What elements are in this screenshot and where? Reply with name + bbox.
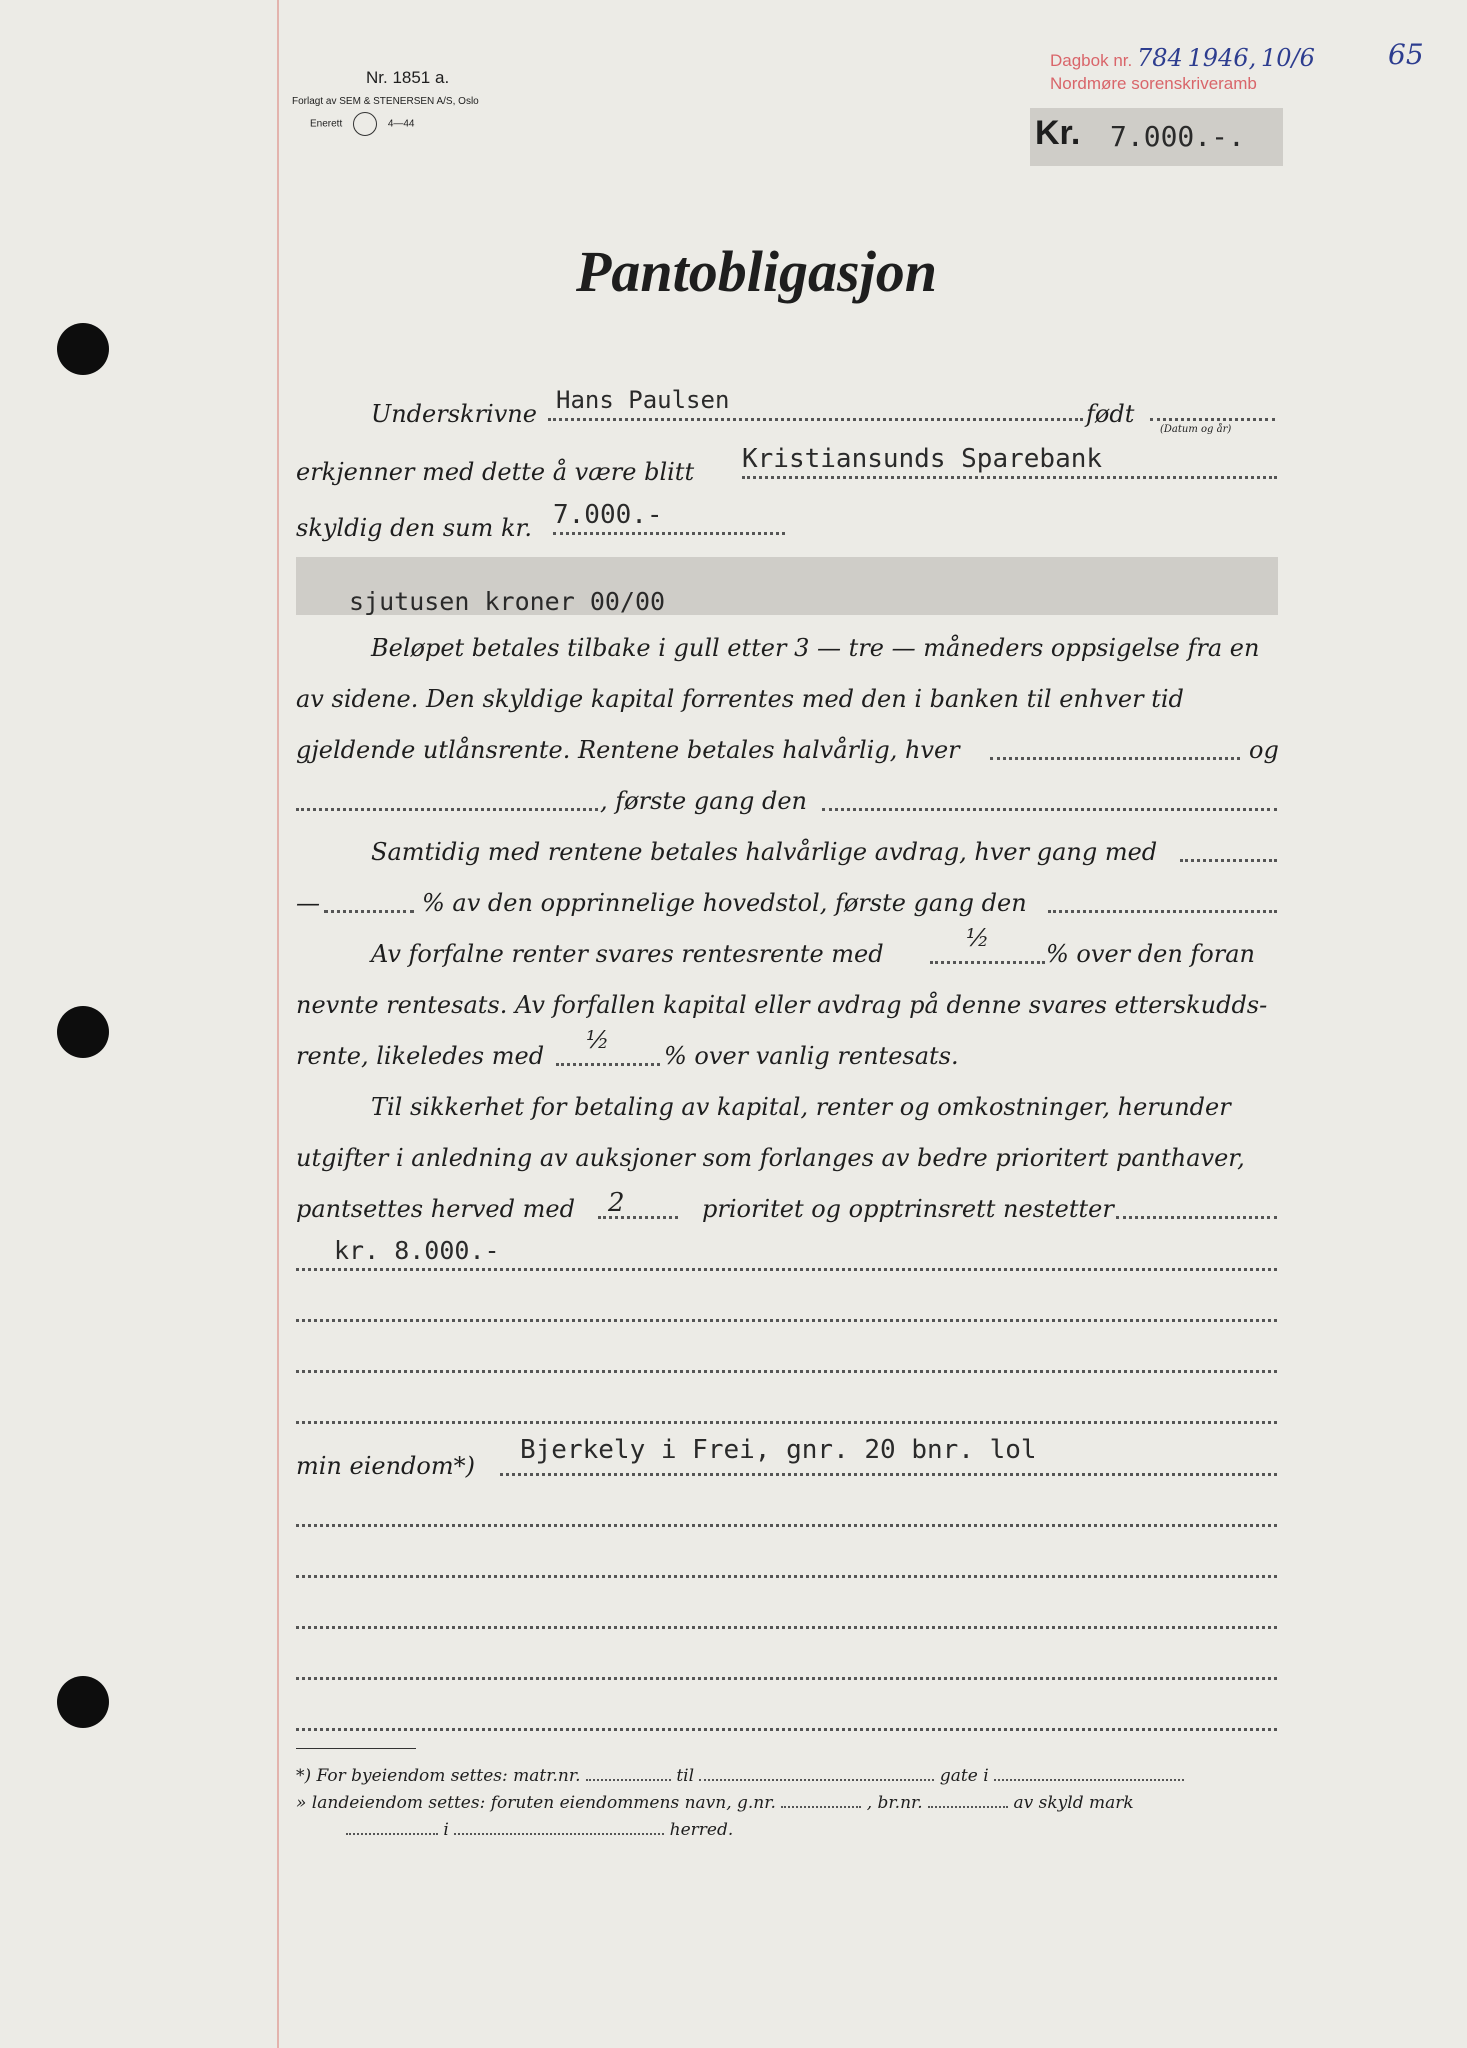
erkjenner-label: erkjenner med dette å være blitt: [296, 458, 695, 486]
publisher-enerett: Enerett 4—44: [310, 112, 415, 136]
p2-line2-dots-right: [1048, 910, 1277, 913]
p1-line4-dots-left: [296, 808, 598, 811]
p2-line1: Samtidig med rentene betales halvårlige avdrag, hver gang med: [371, 838, 1158, 866]
underskrivne-label: Underskrivne: [371, 400, 537, 428]
p3-line1-end: % over den foran: [1046, 940, 1255, 968]
amount-value: 7.000.-.: [1110, 120, 1245, 153]
dotted-line-3: [296, 1370, 1277, 1373]
p4-priority: 2: [608, 1188, 625, 1218]
p1-line1: Beløpet betales tilbake i gull etter 3 — tre — måneders oppsigelse fra en: [371, 634, 1260, 662]
eiendom-dotted-line: [500, 1473, 1277, 1476]
p3-line3: rente, likeledes med: [296, 1042, 545, 1070]
dotted-line-5: [296, 1524, 1277, 1527]
sum-value: 7.000.-: [553, 500, 663, 530]
dotted-line-8: [296, 1677, 1277, 1680]
sorenskriver-stamp: Nordmøre sorenskriveramb: [1050, 74, 1257, 93]
dotted-line-7: [296, 1626, 1277, 1629]
publisher-line: Forlagt av SEM & STENERSEN A/S, Oslo: [292, 96, 479, 107]
p3-line3-end: % over vanlig rentesats.: [664, 1042, 959, 1070]
margin-rule: [277, 0, 279, 2048]
punch-hole-top: [57, 323, 109, 375]
document-title: Pantobligasjon: [576, 239, 937, 304]
p3-line1: Av forfalne renter svares rentesrente med: [371, 940, 884, 968]
dotted-line-6: [296, 1575, 1277, 1578]
eiendom-value: Bjerkely i Frei, gnr. 20 bnr. lol: [520, 1435, 1037, 1465]
dagbok-number: 784: [1136, 44, 1183, 72]
dagbok-stamp: [1050, 44, 1315, 72]
p1-line2: av sidene. Den skyldige kapital forrentes med den i banken til enhver tid: [296, 685, 1184, 713]
p1-line3: gjeldende utlånsrente. Rentene betales halvårlig, hver: [296, 736, 960, 764]
amount-prefix: Kr.: [1035, 114, 1081, 152]
p2-line2-dash: —: [296, 889, 320, 917]
fodt-label: født: [1086, 400, 1135, 428]
footnote-line2: » landeiendom settes: foruten eiendommens navn, g.nr. , br.nr. av skyld mark: [296, 1793, 1134, 1813]
p2-line2-dots: [324, 910, 414, 913]
form-number: Nr. 1851 a.: [366, 68, 450, 87]
folio-number: 65: [1388, 38, 1424, 71]
dotted-line-2: [296, 1319, 1277, 1322]
underskrivne-dotted-line: [548, 418, 1083, 421]
dotted-line-9: [296, 1728, 1277, 1731]
creditor-dotted-line: [742, 476, 1277, 479]
punch-hole-middle: [57, 1006, 109, 1058]
p1-line3-end: og: [1249, 736, 1279, 764]
p4-line3-end: prioritet og opptrinsrett nestetter: [702, 1195, 1114, 1223]
creditor-value: Kristiansunds Sparebank: [742, 444, 1103, 474]
p1-line4-dots-right: [822, 808, 1277, 811]
fodt-dotted-line: [1150, 418, 1275, 421]
p4-line1: Til sikkerhet for betaling av kapital, renter og omkostninger, herunder: [371, 1093, 1231, 1121]
underskrivne-value: Hans Paulsen: [556, 386, 730, 414]
footnote-line3: i herred.: [346, 1820, 733, 1840]
dotted-line-4: [296, 1421, 1277, 1424]
footnote-rule: [296, 1748, 416, 1749]
p3-fraction: ½: [966, 924, 990, 952]
p3-line3-dots: [556, 1063, 660, 1066]
p1-line3-dots: [990, 757, 1240, 760]
datum-note: (Datum og år): [1160, 424, 1232, 435]
sum-in-words: sjutusen kroner 00/00: [349, 587, 666, 616]
p2-line1-dots: [1180, 859, 1277, 862]
p3-fraction2: ½: [586, 1026, 610, 1054]
p4-line3-dots: [1116, 1216, 1277, 1219]
publisher-logo-icon: [353, 112, 377, 136]
punch-hole-bottom: [57, 1676, 109, 1728]
sum-dotted-line: [553, 532, 785, 535]
dotted-line-1: [296, 1268, 1277, 1271]
skyldig-label: skyldig den sum kr.: [296, 514, 532, 542]
p2-line2: % av den opprinnelige hovedstol, første gang den: [422, 889, 1027, 917]
p4-line2: utgifter i anledning av auksjoner som forlanges av bedre prioritert panthaver,: [296, 1144, 1245, 1172]
p4-line3: pantsettes herved med: [296, 1195, 575, 1223]
p3-line1-dots: [930, 961, 1045, 964]
eiendom-label: min eiendom*): [296, 1452, 475, 1480]
p1-line4: , første gang den: [600, 787, 807, 815]
p3-line2: nevnte rentesats. Av forfallen kapital eller avdrag på denne svares etterskudds-: [296, 991, 1268, 1019]
footnote-line1: *) For byeiendom settes: matr.nr. til gate i: [296, 1766, 1184, 1786]
prior-amount: kr. 8.000.-: [334, 1236, 500, 1265]
dagbok-year: 1946,: [1187, 44, 1257, 72]
dagbok-label: Dagbok nr.: [1050, 51, 1133, 70]
dagbok-date: 10/6: [1260, 44, 1315, 72]
